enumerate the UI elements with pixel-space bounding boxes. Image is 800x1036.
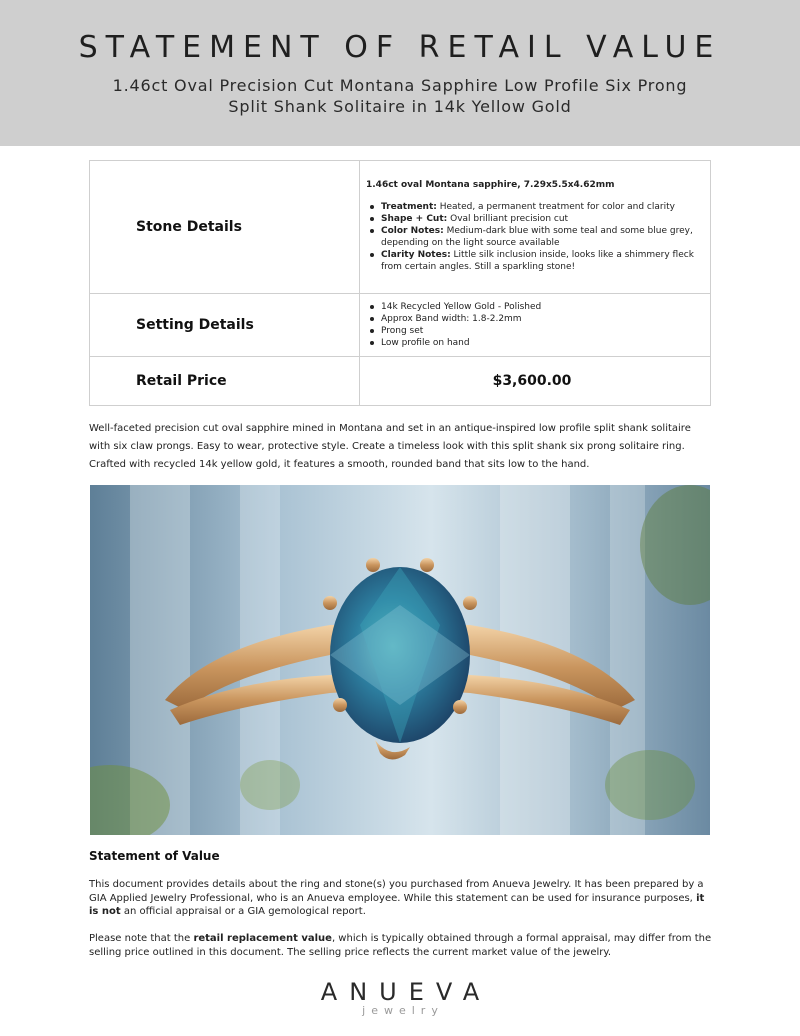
list-item: Approx Band width: 1.8-2.2mm <box>366 313 698 325</box>
ring-image <box>90 485 710 835</box>
list-item: Clarity Notes: Little silk inclusion inside, looks like a shimmery fleck from certain angles. Still a sparkling stone! <box>366 249 698 273</box>
list-item: Treatment: Heated, a permanent treatment for color and clarity <box>366 201 698 213</box>
setting-details-row <box>90 294 710 357</box>
statement-paragraph-2: Please note that the retail replacement value, which is typically obtained through a formal appraisal, may differ from the selling price outlined in this document. The selling price reflects the current market value of the jewelry. <box>89 933 712 958</box>
setting-list <box>366 301 698 349</box>
header-banner <box>0 0 800 146</box>
setting-details-value <box>360 294 710 356</box>
stone-heading: 1.46ct oval Montana sapphire, 7.29x5.5x4.62mm <box>366 180 615 190</box>
stone-details-row <box>90 161 710 294</box>
retail-price-cell <box>360 357 710 405</box>
list-item: Prong set <box>366 325 698 337</box>
page-title: STATEMENT OF RETAIL VALUE <box>78 30 722 65</box>
list-item: Shape + Cut: Oval brilliant precision cut <box>366 213 698 225</box>
retail-price-row <box>90 357 710 405</box>
list-item: Color Notes: Medium-dark blue with some teal and some blue grey, depending on the light source available <box>366 225 698 249</box>
logo-sub: jewelry <box>362 1004 444 1017</box>
setting-details-label: Setting Details <box>90 294 360 356</box>
stone-list <box>366 201 698 273</box>
details-table <box>89 160 711 406</box>
statement-paragraph-1: This document provides details about the ring and stone(s) you purchased from Anueva Jewelry. It has been prepared by a GIA Applied Jewelry Professional, who is an Anueva employee. While this statement can be used for insurance purposes, it is not an official appraisal or a GIA gemological report. <box>89 879 705 917</box>
ring-photo <box>90 485 710 835</box>
list-item: 14k Recycled Yellow Gold - Polished <box>366 301 698 313</box>
page-subtitle: 1.46ct Oval Precision Cut Montana Sapphire Low Profile Six Prong Split Shank Solitaire in 14k Yellow Gold <box>112 76 688 116</box>
stone-details-value <box>360 161 710 293</box>
list-item: Low profile on hand <box>366 337 698 349</box>
stone-details-label: Stone Details <box>90 161 360 293</box>
logo-brand: ANUEVA <box>320 978 492 1006</box>
anueva-logo <box>0 978 800 1017</box>
statement-title: Statement of Value <box>89 849 220 863</box>
product-description: Well-faceted precision cut oval sapphire mined in Montana and set in an antique-inspired low profile split shank solitaire with six claw prongs. Easy to wear, protective style. Create a timeless look with this split shank six prong solitaire ring. Crafted with recycled 14k yellow gold, it features a smooth, rounded band that sits low to the hand. <box>89 423 691 470</box>
retail-price-value: $3,600.00 <box>492 373 572 389</box>
retail-price-label: Retail Price <box>90 357 360 405</box>
